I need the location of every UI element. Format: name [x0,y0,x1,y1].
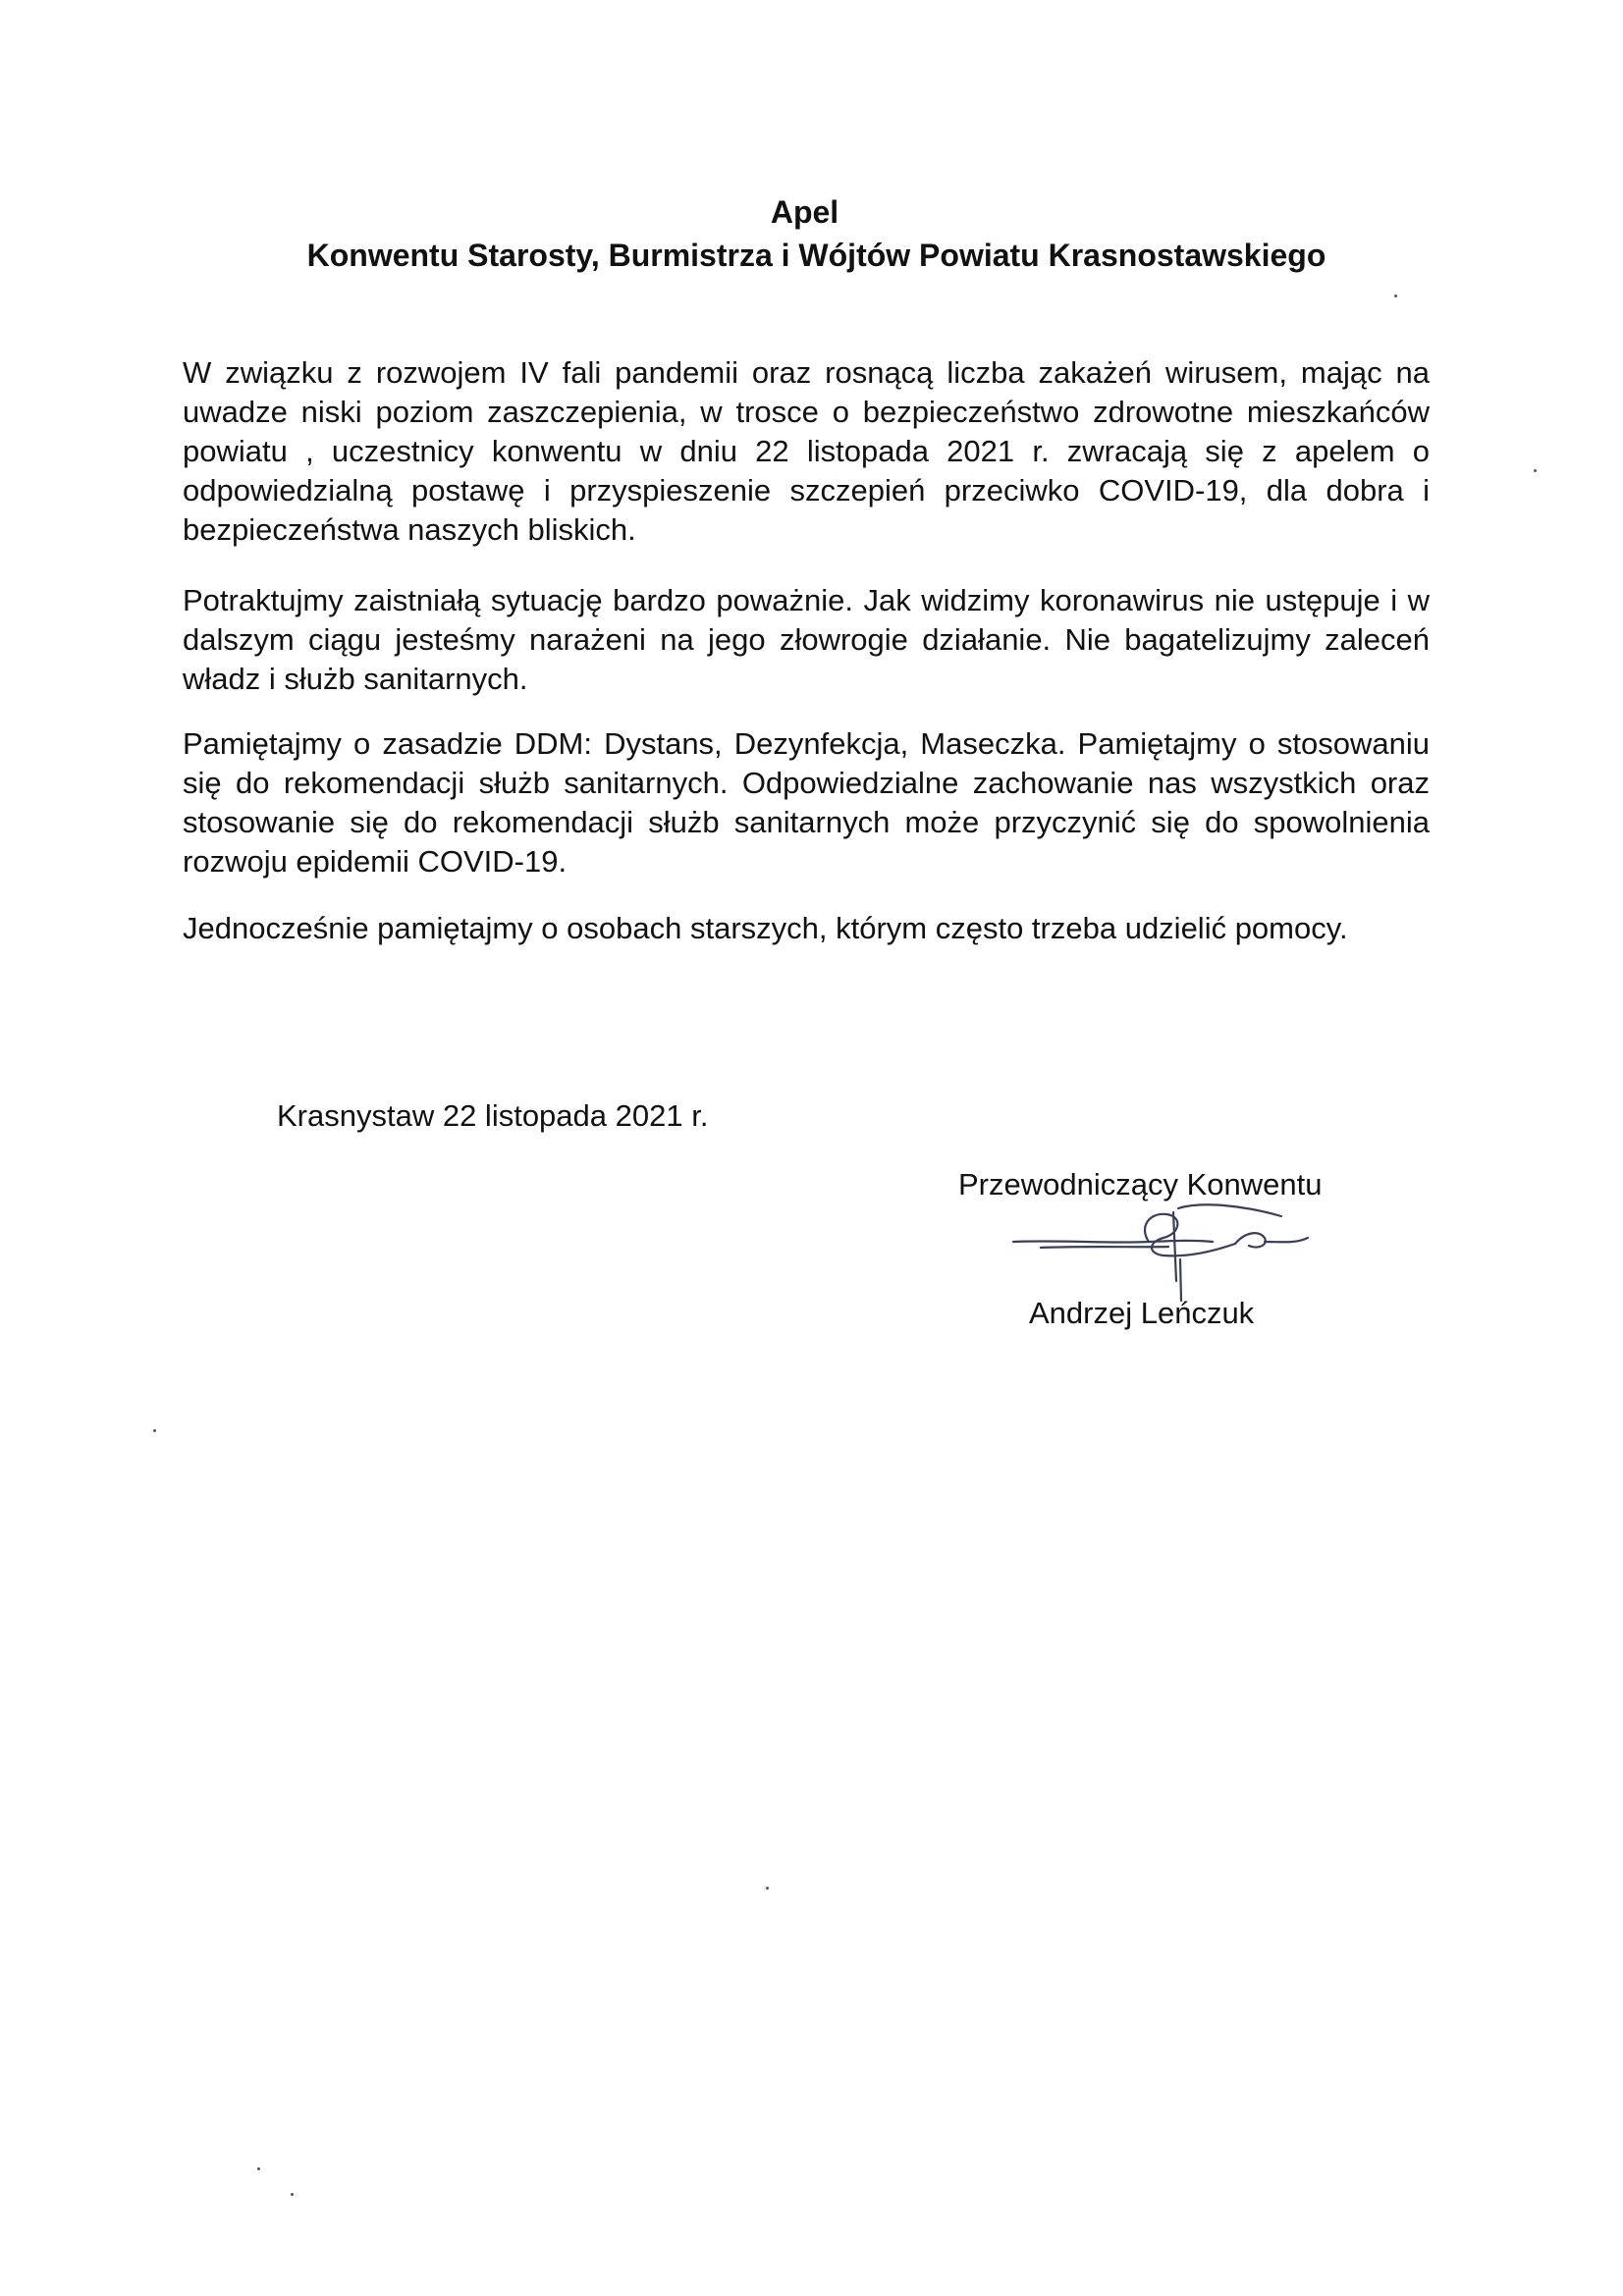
paragraph-2 [183,581,1430,699]
scan-speck [1534,469,1537,472]
scan-speck [257,2167,260,2170]
paragraph-3 [183,724,1430,881]
paragraph-text: Pamiętajmy o zasadzie DDM: Dystans, Dezynfekcja, Maseczka. Pamiętajmy o stosowaniu się do rekomendacji służb sanitarnych. Odpowiedzialne zachowanie nas wszystkich oraz stosowanie się do rekomendacji służb sanitarnych może przyczynić się do spowolnienia rozwoju epidemii COVID-19. [183,726,1430,879]
paragraph-text: Jednocześnie pamiętajmy o osobach starszych, którym często trzeba udzielić pomocy. [183,911,1348,945]
scan-speck [153,1429,156,1432]
scan-speck [291,2193,294,2196]
place-and-date: Krasnystaw 22 listopada 2021 r. [277,1098,709,1133]
chair-title: Przewodniczący Konwentu [958,1167,1323,1201]
document-subtitle: Konwentu Starosty, Burmistrza i Wójtów Powiatu Krasnostawskiego [306,238,1326,273]
scan-speck [766,1887,769,1890]
chair-name: Andrzej Leńczuk [1029,1296,1255,1330]
document-title: Apel [770,194,839,230]
scan-speck [1394,294,1397,297]
paragraph-text: Potraktujmy zaistniałą sytuację bardzo poważnie. Jak widzimy koronawirus nie ustępuje i w dalszym ciągu jesteśmy narażeni na jego złowrogie działanie. Nie bagatelizujmy zaleceń władz i służb sanitarnych. [183,583,1430,696]
paragraph-4 [183,909,1430,948]
paragraph-text: W związku z rozwojem IV fali pandemii oraz rosnącą liczba zakażeń wirusem, mając na uwadze niski poziom zaszczepienia, w trosce o bezpieczeństwo zdrowotne mieszkańców powiatu , uczestnicy konwentu w dniu 22 listopada 2021 r. zwracają się z apelem o odpowiedzialną postawę i przyspieszenie szczepień przeciwko COVID-19, dla dobra i bezpieczeństwa naszych bliskich. [183,355,1430,547]
paragraph-1 [183,353,1430,550]
